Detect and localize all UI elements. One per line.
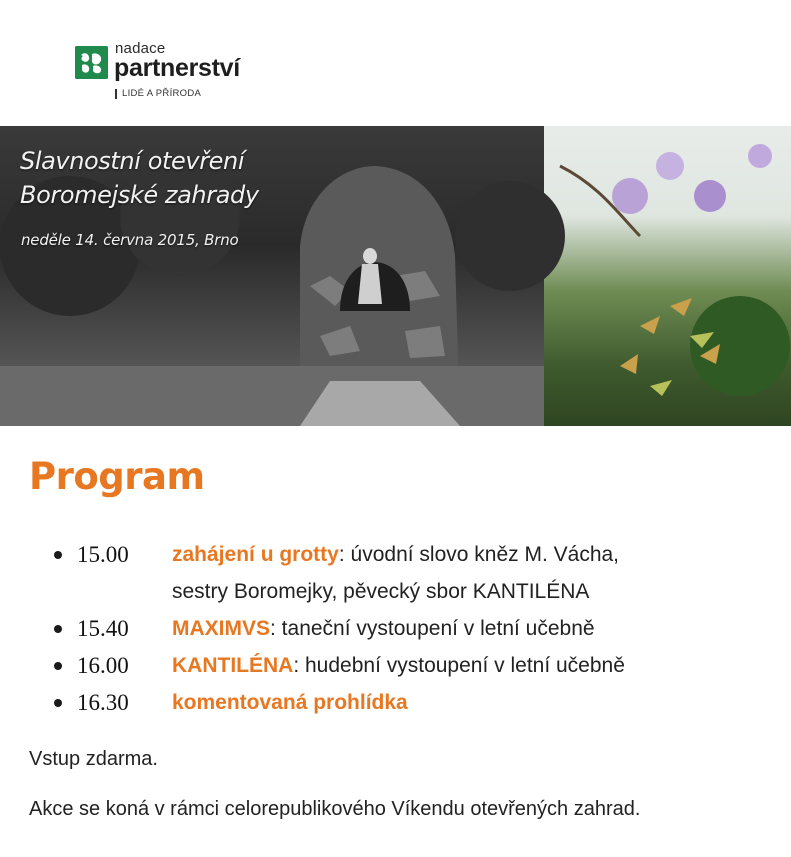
- program-highlight: zahájení u grotty: [172, 543, 339, 566]
- program-description: : úvodní slovo kněz M. Vácha,: [338, 543, 620, 566]
- bullet-dot-icon: [54, 551, 62, 559]
- program-item-4: [50, 684, 770, 721]
- program-item-2: [50, 610, 770, 647]
- hero-banner: [0, 126, 791, 426]
- program-description: : taneční vystoupení v letní učebně: [270, 617, 595, 640]
- program-list: [50, 536, 770, 721]
- organization-logo: [75, 42, 275, 102]
- bullet-dot-icon: [54, 662, 62, 670]
- event-context-note: Akce se koná v rámci celorepublikového Víkendu otevřených zahrad.: [29, 798, 641, 820]
- program-description: : hudební vystoupení v letní učebně: [293, 654, 625, 677]
- entry-note: Vstup zdarma.: [29, 748, 158, 770]
- event-title-line-1: Slavnostní otevření: [20, 147, 245, 175]
- program-time: 16.00: [77, 653, 129, 678]
- logo-word-nadace: nadace: [115, 40, 166, 57]
- program-highlight: komentovaná prohlídka: [172, 691, 408, 714]
- event-date: neděle 14. června 2015, Brno: [21, 231, 239, 249]
- program-time: 15.40: [77, 616, 129, 641]
- logo-tagline: LIDÉ A PŘÍRODA: [115, 89, 201, 99]
- event-title: [20, 144, 259, 212]
- program-highlight: MAXIMVS: [172, 617, 271, 640]
- bullet-dot-icon: [54, 699, 62, 707]
- program-description-continued: sestry Boromejky, pěvecký sbor KANTILÉNA: [172, 580, 590, 603]
- program-time: 15.00: [77, 542, 129, 567]
- program-highlight: KANTILÉNA: [172, 654, 294, 677]
- event-title-line-2: Boromejské zahrady: [20, 181, 259, 209]
- program-item-1: [50, 536, 770, 610]
- program-item-3: [50, 647, 770, 684]
- program-time: 16.30: [77, 690, 129, 715]
- logo-mark-icon: [75, 46, 108, 79]
- logo-word-partnerstvi: partnerství: [114, 54, 240, 82]
- bullet-dot-icon: [54, 625, 62, 633]
- program-heading: Program: [29, 455, 205, 498]
